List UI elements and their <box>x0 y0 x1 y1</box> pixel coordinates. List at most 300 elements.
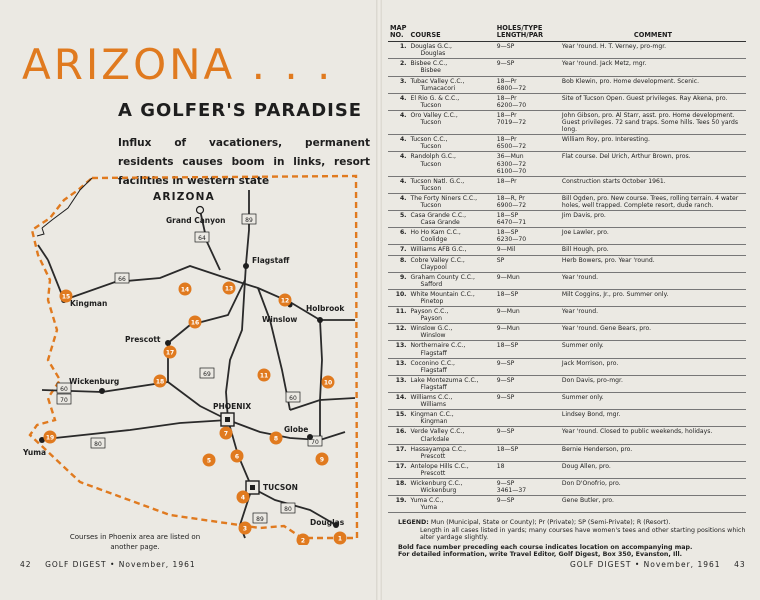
course-name: Antelope Hills C.C., <box>410 462 469 470</box>
cell-comment: Milt Coggins, Jr., pro. Summer only. <box>560 289 746 306</box>
svg-text:8: 8 <box>273 435 279 443</box>
table-row <box>388 358 746 375</box>
svg-text:60: 60 <box>289 395 297 402</box>
cell-comment: Lindsey Bond, mgr. <box>560 410 746 427</box>
cell-holes-line: 9—SP <box>496 479 515 487</box>
course-town: Coolidge <box>420 236 448 244</box>
cell-holes <box>489 289 560 306</box>
cell-course <box>409 393 489 410</box>
cell-comment: Site of Tucson Open. Guest privileges. Ray Akena, pro. <box>560 93 746 110</box>
course-town: Bisbee <box>420 67 441 75</box>
cell-course <box>409 42 489 59</box>
cell-map-no: 13. <box>388 341 409 358</box>
legend-line: For detailed information, write Travel Editor, Golf Digest, Box 350, Evanston, Ill. <box>398 551 683 559</box>
cell-course <box>409 324 489 341</box>
cell-course <box>409 152 489 176</box>
svg-text:89: 89 <box>245 217 253 224</box>
cell-comment: Year 'round. Closed to public weekends, holidays. <box>560 427 746 444</box>
course-name: Verde Valley C.C., <box>410 428 465 436</box>
cell-holes-line: 18—Pr <box>496 177 517 185</box>
course-town: Flagstaff <box>420 366 447 374</box>
cell-comment: Bill Hough, pro. <box>560 245 746 255</box>
town-label: TUCSON <box>263 483 298 492</box>
course-town: Tucson <box>420 201 442 209</box>
cell-holes-line: 18—SP <box>496 229 519 237</box>
cell-comment: Jim Davis, pro. <box>560 211 746 228</box>
table-row <box>388 255 746 272</box>
cell-comment: Construction starts October 1961. <box>560 176 746 193</box>
course-name: Lake Montezuma C.C., <box>410 376 479 384</box>
cell-holes <box>489 272 560 289</box>
table-row <box>388 228 746 245</box>
town-label: Yuma <box>23 448 47 457</box>
route-shield <box>200 368 214 378</box>
cell-map-no: 17. <box>388 461 409 478</box>
cell-comment: Year 'round. <box>560 307 746 324</box>
svg-text:70: 70 <box>311 439 319 446</box>
course-town: Clarkdale <box>420 435 450 443</box>
cell-map-no: 8. <box>388 255 409 272</box>
course-town: Douglas <box>420 50 446 58</box>
col-map-no: MAP NO. <box>388 25 409 42</box>
cell-holes-line: 9—Mun <box>496 325 520 333</box>
folio-left <box>20 560 196 569</box>
cell-holes-line: 36—Mun <box>496 153 524 161</box>
route-shield <box>195 232 209 242</box>
course-town: Tucson <box>420 143 442 151</box>
cell-holes-line: 9—SP <box>496 428 515 436</box>
course-marker <box>203 454 216 467</box>
cell-course <box>409 245 489 255</box>
cell-holes-line: 18—SP <box>496 445 519 453</box>
cell-holes-line: 18—SP <box>496 212 519 220</box>
svg-text:11: 11 <box>259 372 269 380</box>
svg-text:80: 80 <box>284 506 292 513</box>
cell-course <box>409 59 489 76</box>
cell-map-no: 19. <box>388 496 409 513</box>
table-row <box>388 496 746 513</box>
cell-holes <box>489 393 560 410</box>
cell-course <box>409 496 489 513</box>
course-name: Ho Ho Kam C.C., <box>410 229 461 237</box>
cell-holes-line: 7019—72 <box>496 119 527 127</box>
town-label: Flagstaff <box>252 256 290 265</box>
town-label: PHOENIX <box>213 402 252 411</box>
cell-map-no: 4. <box>388 93 409 110</box>
course-marker <box>322 376 335 389</box>
cell-course <box>409 272 489 289</box>
route-shield <box>286 392 300 402</box>
course-town: Flagstaff <box>420 383 447 391</box>
svg-text:4: 4 <box>240 494 246 502</box>
cell-comment: Bob Klewin, pro. Home development. Scenic. <box>560 76 746 93</box>
cell-map-no: 4. <box>388 176 409 193</box>
cell-holes-line: 9—Mil <box>496 246 516 254</box>
course-marker <box>164 346 177 359</box>
cell-holes <box>489 93 560 110</box>
cell-course <box>409 211 489 228</box>
cell-map-no: 4. <box>388 152 409 176</box>
course-town: Casa Grande <box>420 219 460 227</box>
cell-course <box>409 461 489 478</box>
cell-comment: Summer only. <box>560 341 746 358</box>
folio-right <box>570 560 746 569</box>
svg-text:14: 14 <box>180 286 190 294</box>
course-name: Northernaire C.C., <box>410 342 466 350</box>
svg-text:7: 7 <box>223 430 229 438</box>
course-name: Randolph G.C., <box>410 153 456 161</box>
cell-holes-line: 9—Mun <box>496 308 520 316</box>
course-town: Prescott <box>420 469 446 477</box>
cell-holes-line: SP <box>496 256 505 264</box>
cell-holes-line: 18—Pr <box>496 136 517 144</box>
article-dek: Influx of vacationers, permanent residents causes boom in links, resort facilities in western state <box>118 137 370 187</box>
table-row <box>388 76 746 93</box>
cell-holes <box>489 358 560 375</box>
cell-holes <box>489 228 560 245</box>
town-label: Wickenburg <box>69 377 120 386</box>
cell-map-no: 11. <box>388 307 409 324</box>
course-name: The Forty Niners C.C., <box>410 194 478 202</box>
cell-comment: Flat course. Del Urich, Arthur Brown, pros. <box>560 152 746 176</box>
svg-text:6: 6 <box>234 453 240 461</box>
cell-course <box>409 358 489 375</box>
svg-text:80: 80 <box>94 441 102 448</box>
table-row <box>388 444 746 461</box>
course-marker <box>220 427 233 440</box>
table-row <box>388 289 746 306</box>
course-town: Pinetop <box>420 298 444 305</box>
cell-course <box>409 255 489 272</box>
cell-course <box>409 410 489 427</box>
course-town: Williams <box>420 401 447 409</box>
cell-holes-line: 6230—70 <box>496 236 527 244</box>
cell-holes <box>489 255 560 272</box>
table-row <box>388 176 746 193</box>
cell-holes <box>489 461 560 478</box>
course-marker <box>189 316 202 329</box>
course-name: Bisbee C.C., <box>410 60 448 68</box>
table-row <box>388 307 746 324</box>
cell-holes-line: 18—SP <box>496 342 519 350</box>
svg-text:2: 2 <box>300 537 306 545</box>
cell-course <box>409 193 489 210</box>
cell-map-no: 13. <box>388 358 409 375</box>
arizona-map <box>20 170 360 545</box>
cell-comment: Year 'round. H. T. Verney, pro-mgr. <box>560 42 746 59</box>
course-name: Tucson C.C., <box>410 136 448 144</box>
cell-course <box>409 228 489 245</box>
route-shield <box>253 513 267 523</box>
cell-map-no: 4. <box>388 135 409 152</box>
cell-holes-line: 9—SP <box>496 394 515 402</box>
table-row <box>388 135 746 152</box>
cell-comment: Doug Allen, pro. <box>560 461 746 478</box>
course-name: Casa Grande C.C., <box>410 212 467 220</box>
course-town: Winslow <box>420 332 446 340</box>
cell-map-no: 15. <box>388 410 409 427</box>
course-name: Tucson Natl. G.C., <box>410 177 465 185</box>
course-marker <box>279 294 292 307</box>
svg-text:9: 9 <box>319 456 325 464</box>
legend <box>398 519 748 559</box>
course-marker <box>44 431 57 444</box>
svg-text:66: 66 <box>118 276 126 283</box>
cell-holes <box>489 135 560 152</box>
col-holes: HOLES/TYPE LENGTH/PAR <box>489 25 560 42</box>
route-shield <box>91 438 105 448</box>
svg-text:5: 5 <box>206 457 212 465</box>
course-name: Cobre Valley C.C., <box>410 256 465 264</box>
course-town: Tumacacori <box>420 84 456 92</box>
cell-holes <box>489 59 560 76</box>
course-name: Hassayampa C.C., <box>410 445 467 453</box>
cell-holes-line: 6500—72 <box>496 143 527 151</box>
cell-holes-line: 6900—72 <box>496 201 527 209</box>
cell-holes <box>489 42 560 59</box>
table-header <box>388 25 746 42</box>
cell-comment: Jack Morrison, pro. <box>560 358 746 375</box>
cell-holes <box>489 427 560 444</box>
route-shield <box>242 214 256 224</box>
course-marker <box>154 375 167 388</box>
cell-comment: John Gibson, pro. Al Starr, asst. pro. Home development. Guest privileges. 72 sand traps. Some hills. Tees 50 yards long. <box>560 110 746 134</box>
svg-text:64: 64 <box>198 235 206 242</box>
cell-course <box>409 341 489 358</box>
cell-comment: Herb Bowers, pro. Year 'round. <box>560 255 746 272</box>
table-row <box>388 211 746 228</box>
course-name: Oro Valley C.C., <box>410 111 458 119</box>
cell-holes <box>489 176 560 193</box>
cell-holes <box>489 496 560 513</box>
cell-comment: Don Davis, pro-mgr. <box>560 375 746 392</box>
cell-comment: Year 'round. Gene Bears, pro. <box>560 324 746 341</box>
course-marker <box>60 290 73 303</box>
cell-course <box>409 93 489 110</box>
cell-holes <box>489 307 560 324</box>
svg-text:3: 3 <box>242 525 248 533</box>
cell-holes-line: 6800—72 <box>496 84 527 92</box>
town-label: Grand Canyon <box>166 216 226 225</box>
table-row <box>388 375 746 392</box>
folio-text: GOLF DIGEST • November, 1961 <box>570 560 721 569</box>
legend-label: LEGEND: <box>398 519 429 526</box>
cell-course <box>409 176 489 193</box>
cell-holes <box>489 152 560 176</box>
cell-map-no: 5. <box>388 211 409 228</box>
cell-holes-line: 6100—70 <box>496 167 527 175</box>
cell-holes-line: 18—SP <box>496 290 519 298</box>
map-note: Courses in Phoenix area are listed on another page. <box>69 533 201 551</box>
article-subtitle: A GOLFER'S PARADISE <box>118 100 363 121</box>
table-row <box>388 478 746 495</box>
cell-holes <box>489 245 560 255</box>
cell-map-no: 9. <box>388 272 409 289</box>
town-label: Globe <box>284 425 309 434</box>
table-row <box>388 393 746 410</box>
cell-map-no: 4. <box>388 193 409 210</box>
cell-holes-line: 6300—72 <box>496 160 527 168</box>
cell-map-no: 3. <box>388 76 409 93</box>
cell-map-no: 13. <box>388 375 409 392</box>
cell-comment: Bernie Henderson, pro. <box>560 444 746 461</box>
cell-map-no: 12. <box>388 324 409 341</box>
table-row <box>388 152 746 176</box>
cell-comment: Year 'round. Jack Metz, mgr. <box>560 59 746 76</box>
svg-text:1: 1 <box>337 535 343 543</box>
course-marker <box>334 532 347 545</box>
table-row <box>388 245 746 255</box>
route-shield <box>57 394 71 404</box>
course-town: Flagstaff <box>420 349 447 357</box>
course-name: Coconino C.C., <box>410 359 455 367</box>
cell-comment: Bill Ogden, pro. New course. Trees, rolling terrain. 4 water holes, well trapped. Complete resort, dude ranch. <box>560 193 746 210</box>
cell-holes <box>489 76 560 93</box>
state-border <box>30 176 357 538</box>
cell-holes-line: 18—Pr <box>496 111 517 119</box>
legend-line: Length in all cases listed in yards; many courses have women's tees and other starting positions which alter yardage slightly. <box>420 526 746 542</box>
col-comment: COMMENT <box>560 25 746 42</box>
svg-text:12: 12 <box>280 297 290 305</box>
cell-comment: William Roy, pro. Interesting. <box>560 135 746 152</box>
course-name: Wickenburg C.C., <box>410 479 463 487</box>
cell-map-no: 14. <box>388 393 409 410</box>
cell-map-no: 7. <box>388 245 409 255</box>
cell-map-no: 16. <box>388 427 409 444</box>
cell-holes-line: 9—Mun <box>496 273 520 281</box>
course-marker <box>223 282 236 295</box>
course-marker <box>270 432 283 445</box>
cell-map-no: 2. <box>388 59 409 76</box>
cell-comment: Gene Butler, pro. <box>560 496 746 513</box>
cell-course <box>409 76 489 93</box>
course-town: Payson <box>420 315 443 323</box>
cell-course <box>409 375 489 392</box>
course-marker <box>316 453 329 466</box>
table-row <box>388 93 746 110</box>
table-row <box>388 272 746 289</box>
svg-text:89: 89 <box>256 516 264 523</box>
course-town: Yuma <box>420 504 438 512</box>
cell-holes <box>489 110 560 134</box>
town-label: Kingman <box>70 299 108 308</box>
course-marker <box>237 491 250 504</box>
course-name: White Mountain C.C., <box>410 290 475 298</box>
course-town: Wickenburg <box>420 487 457 495</box>
course-town: Safford <box>420 280 443 288</box>
cell-course <box>409 478 489 495</box>
page-number: 42 <box>20 560 32 569</box>
svg-text:10: 10 <box>323 379 333 387</box>
cell-holes-line: 6200—70 <box>496 101 527 109</box>
cell-map-no: 17. <box>388 444 409 461</box>
cell-map-no: 1. <box>388 42 409 59</box>
col-course: COURSE <box>409 25 489 42</box>
cell-holes <box>489 478 560 495</box>
course-name: Payson C.C., <box>410 308 449 316</box>
cell-holes-line: 18—Pr <box>496 77 517 85</box>
town-label: Douglas <box>310 518 345 527</box>
table-row <box>388 461 746 478</box>
cell-holes <box>489 341 560 358</box>
cell-map-no: 6. <box>388 228 409 245</box>
cell-holes-line: 18—Pr <box>496 94 517 102</box>
cell-map-no: 18. <box>388 478 409 495</box>
cell-map-no: 4. <box>388 110 409 134</box>
cell-course <box>409 135 489 152</box>
course-name: Williams AFB G.C., <box>410 246 467 254</box>
course-town: Claypool <box>420 263 447 271</box>
cell-holes-line: 9—SP <box>496 376 515 384</box>
table-row <box>388 427 746 444</box>
course-name: Yuma C.C., <box>410 497 444 505</box>
course-town: Tucson <box>420 119 442 127</box>
cell-holes-line: 9—SP <box>496 43 515 51</box>
svg-text:16: 16 <box>190 319 200 327</box>
cell-holes-line: 9—SP <box>496 497 515 505</box>
cell-comment: Summer only. <box>560 393 746 410</box>
course-marker <box>179 283 192 296</box>
course-town: Tucson <box>420 101 442 109</box>
course-marker <box>258 369 271 382</box>
table-row <box>388 410 746 427</box>
cell-comment: Year 'round. <box>560 272 746 289</box>
course-name: Graham County C.C., <box>410 273 475 281</box>
route-shield <box>115 273 129 283</box>
course-name: El Rio G. & C.C., <box>410 94 460 102</box>
svg-text:70: 70 <box>60 397 68 404</box>
svg-text:19: 19 <box>45 434 55 442</box>
cell-holes-line: 18 <box>496 462 505 470</box>
cell-course <box>409 307 489 324</box>
article-title: ARIZONA . . . <box>22 40 334 89</box>
svg-text:60: 60 <box>60 386 68 393</box>
cell-holes <box>489 444 560 461</box>
table-row <box>388 324 746 341</box>
page-number: 43 <box>734 560 746 569</box>
cell-holes <box>489 324 560 341</box>
route-shield <box>281 503 295 513</box>
svg-text:69: 69 <box>203 371 211 378</box>
cell-holes <box>489 211 560 228</box>
map-state-label: ARIZONA <box>153 191 215 203</box>
course-name: Tubac Valley C.C., <box>410 77 465 85</box>
legend-line: Mun (Municipal, State or County); Pr (Private); SP (Semi-Private); R (Resort). <box>430 519 671 526</box>
course-marker <box>231 450 244 463</box>
svg-text:18: 18 <box>155 378 165 386</box>
cell-course <box>409 289 489 306</box>
course-marker <box>239 522 252 535</box>
cell-course <box>409 444 489 461</box>
table-row <box>388 59 746 76</box>
svg-text:17: 17 <box>165 349 175 357</box>
cell-holes-line: 9—SP <box>496 60 515 68</box>
folio-text: GOLF DIGEST • November, 1961 <box>45 560 196 569</box>
course-town: Tucson <box>420 160 442 168</box>
legend-line: Bold face number preceding each course indicates location on accompanying map. <box>398 543 693 551</box>
course-town: Kingman <box>420 418 448 426</box>
cell-comment: Don D'Onofrio, pro. <box>560 478 746 495</box>
cell-holes <box>489 193 560 210</box>
course-name: Kingman C.C., <box>410 411 454 419</box>
cell-comment: Joe Lawler, pro. <box>560 228 746 245</box>
cell-holes-line: 9—SP <box>496 359 515 367</box>
table-row <box>388 341 746 358</box>
town-label: Holbrook <box>306 304 345 313</box>
cell-map-no: 10. <box>388 289 409 306</box>
table-row <box>388 193 746 210</box>
course-town: Prescott <box>420 452 446 460</box>
